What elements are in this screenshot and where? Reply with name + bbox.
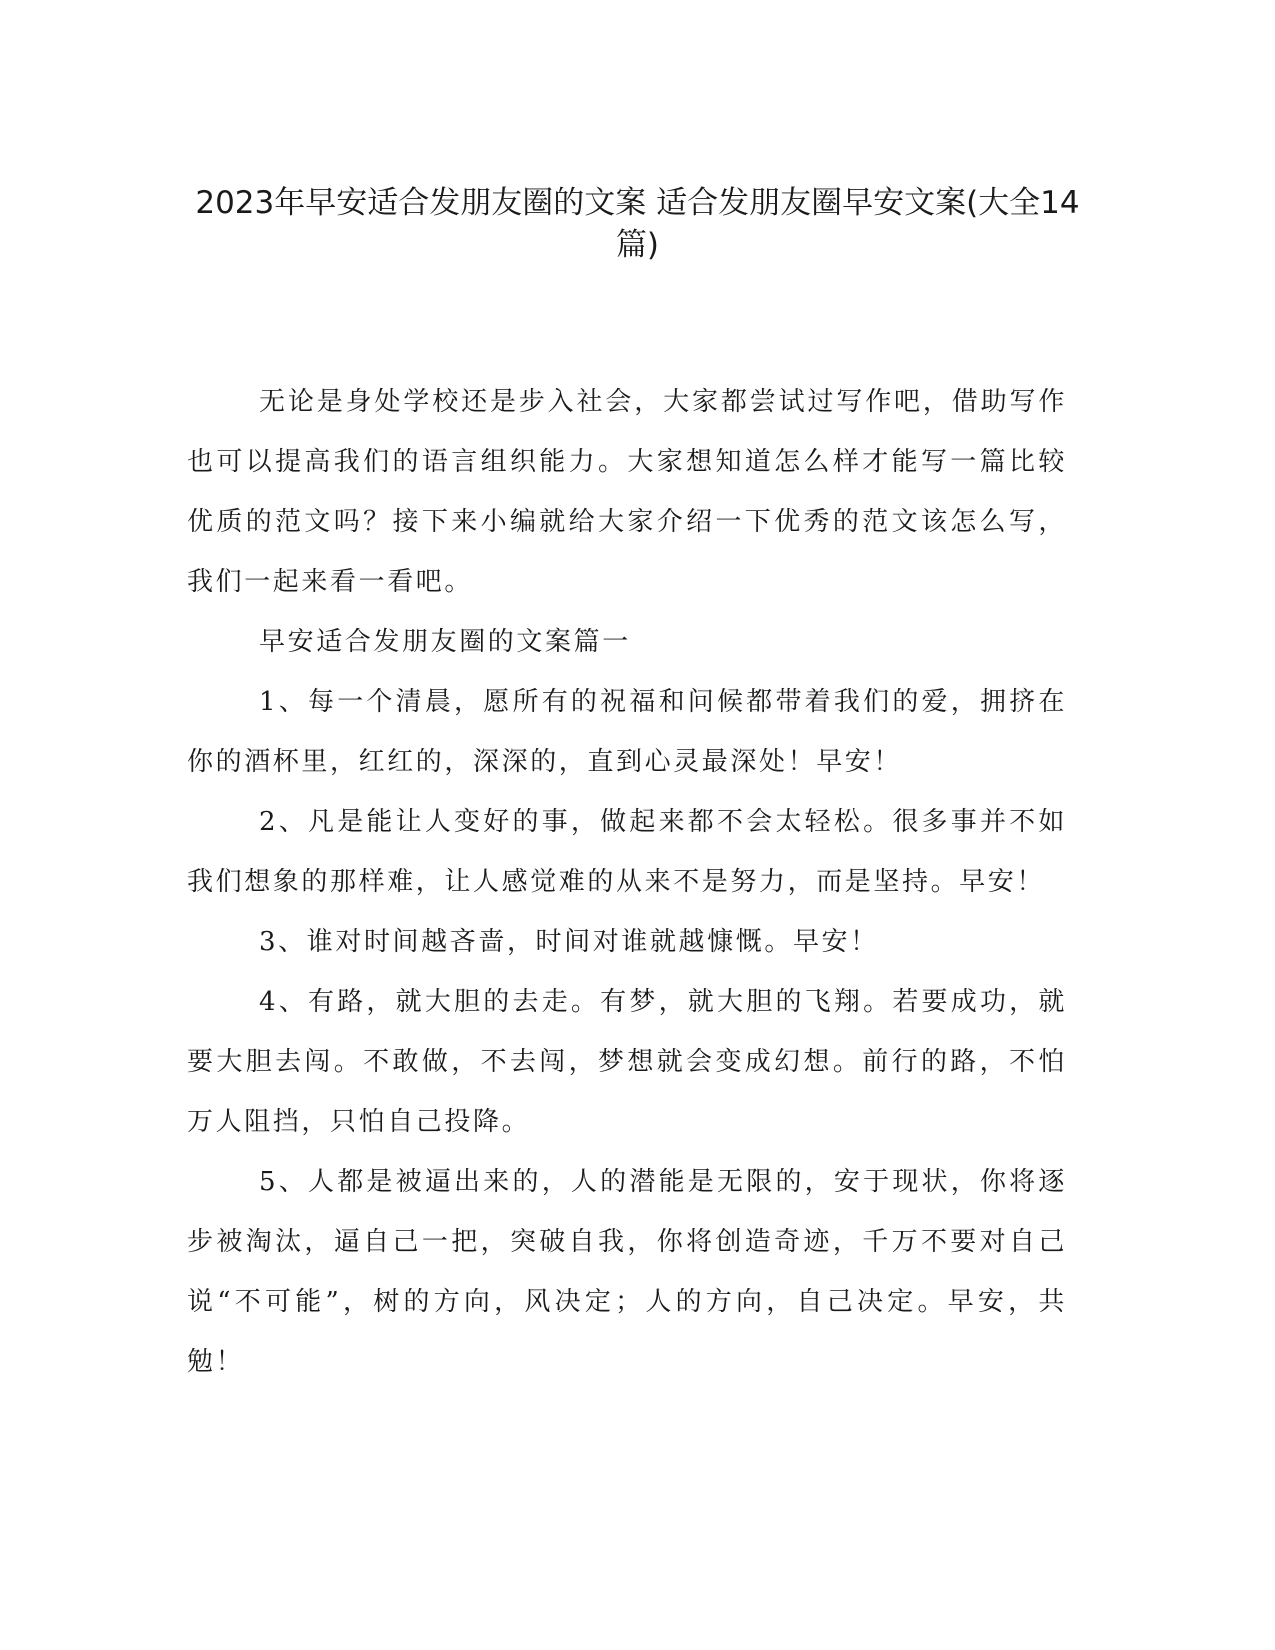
list-item-4: 4、有路，就大胆的去走。有梦，就大胆的飞翔。若要成功，就要大胆去闯。不敢做，不去闯，梦想就会变成幻想。前行的路，不怕万人阻挡，只怕自己投降。 [187, 987, 1067, 1137]
list-item-5: 5、人都是被逼出来的，人的潜能是无限的，安于现状，你将逐步被淘汰，逼自己一把，突破自我，你将创造奇迹，千万不要对自己说“不可能”，树的方向，风决定；人的方向，自己决定。早安，共勉！ [187, 1167, 1067, 1377]
document-body [187, 372, 1067, 1392]
list-item-2: 2、凡是能让人变好的事，做起来都不会太轻松。很多事并不如我们想象的那样难，让人感觉难的从来不是努力，而是坚持。早安！ [187, 807, 1067, 897]
document-title: 2023年早安适合发朋友圈的文案 适合发朋友圈早安文案(大全14篇) [195, 185, 1080, 263]
list-item-1: 1、每一个清晨，愿所有的祝福和问候都带着我们的爱，拥挤在你的酒杯里，红红的，深深的，直到心灵最深处！早安！ [187, 687, 1067, 777]
intro-paragraph: 无论是身处学校还是步入社会，大家都尝试过写作吧，借助写作也可以提高我们的语言组织能力。大家想知道怎么样才能写一篇比较优质的范文吗？接下来小编就给大家介绍一下优秀的范文该怎么写，我们一起来看一看吧。 [187, 387, 1067, 597]
section-heading: 早安适合发朋友圈的文案篇一 [259, 627, 631, 657]
list-item-3: 3、谁对时间越吝啬，时间对谁就越慷慨。早安！ [259, 927, 879, 957]
